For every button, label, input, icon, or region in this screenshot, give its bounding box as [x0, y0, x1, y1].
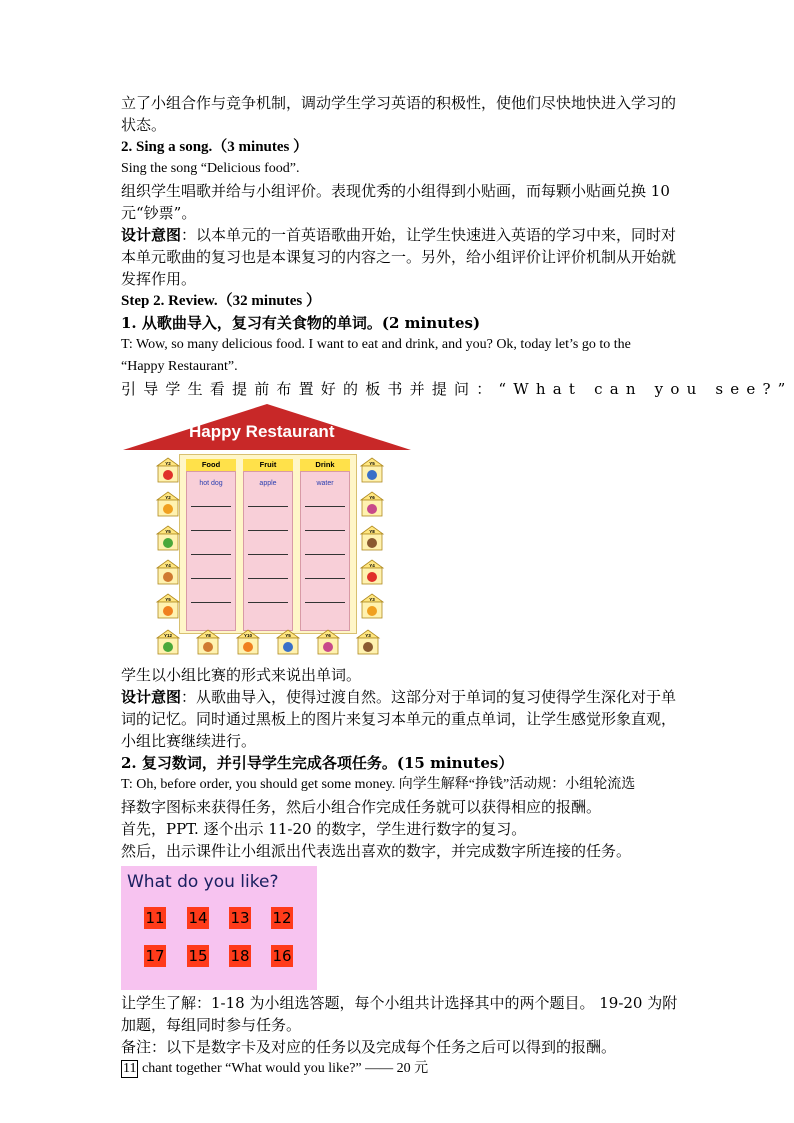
- number-tile: 11: [145, 909, 165, 927]
- column-head: Drink: [300, 459, 350, 471]
- food-card-icon: [197, 630, 219, 654]
- number-tile: 15: [188, 947, 208, 965]
- paragraph: 择数字图标来获得任务，然后小组合作完成任务就可以获得相应的报酬。: [121, 798, 602, 816]
- number-tile: 16: [272, 947, 292, 965]
- subsection-heading: 2. 复习数词，并引导学生完成各项任务。(15 minutes）: [121, 754, 514, 772]
- food-card-icon: [157, 630, 179, 654]
- price-tag: Y8: [205, 633, 211, 638]
- food-card-icon: [157, 458, 179, 482]
- paragraph: 组织学生唱歌并给与小组评价。表现优秀的小组得到小贴画，而每颗小贴画兑换 10: [121, 182, 670, 200]
- food-card-icon: [237, 630, 259, 654]
- task-text: chant together “What would you like?” —— 20 元: [138, 1061, 429, 1076]
- slide-title: What do you like?: [127, 872, 279, 892]
- paragraph: 元“钞票”。: [121, 204, 197, 222]
- column-word: water: [316, 480, 334, 487]
- task-line: [121, 1058, 713, 1080]
- paragraph: 加题，每组同时参与任务。: [121, 1016, 302, 1034]
- paragraph: 学生以小组比赛的形式来说出单词。: [121, 666, 362, 684]
- paragraph: 发挥作用。: [121, 270, 197, 288]
- paragraph: 词的记忆。同时通过黑板上的图片来复习本单元的重点单词，让学生感觉形象直观，: [121, 710, 677, 728]
- price-tag: Y3: [365, 633, 371, 638]
- design-text: ：以本单元的一首英语歌曲开始，让学生快速进入英语的学习中来，同时对: [181, 226, 677, 244]
- subsection-heading: 1. 从歌曲导入，复习有关食物的单词。(2 minutes): [121, 314, 481, 332]
- step-heading: Step 2. Review.（32 minutes ）: [121, 293, 321, 309]
- price-tag: Y10: [243, 633, 253, 638]
- paragraph: 让学生了解：1-18 为小组选答题，每个小组共计选择其中的两个题目。 19-20 为附: [121, 994, 678, 1012]
- food-card-icon: [157, 594, 179, 618]
- price-tag: Y3: [369, 597, 375, 602]
- design-label: 设计意图: [121, 688, 182, 706]
- section-heading: 2. Sing a song.（3 minutes ）: [121, 139, 309, 155]
- number-tile: 18: [230, 947, 250, 965]
- paragraph: 小组比赛继续进行。: [121, 732, 257, 750]
- paragraph: 首先，PPT. 逐个出示 11-20 的数字，学生进行数字的复习。: [121, 820, 527, 838]
- design-intent-2: [121, 686, 713, 708]
- price-tag: Y5: [369, 461, 375, 466]
- number-slide: [121, 866, 317, 990]
- food-card-icon: [157, 560, 179, 584]
- restaurant-title: Happy Restaurant: [189, 422, 335, 441]
- food-card-icon: [157, 492, 179, 516]
- guide-line: 引导学生看提前布置好的板书并提问：“What can you see?”: [121, 380, 793, 398]
- food-card-icon: [157, 526, 179, 550]
- paragraph: 立了小组合作与竞争机制，调动学生学习英语的积极性，使他们尽快地快进入学习的: [121, 94, 677, 112]
- price-tag: Y2: [165, 461, 171, 466]
- paragraph: 本单元歌曲的复习也是本课复习的内容之一。另外，给小组评价让评价机制从开始就: [121, 248, 677, 266]
- food-card-icon: [277, 630, 299, 654]
- column-head: Fruit: [243, 459, 293, 471]
- happy-restaurant-board: [121, 402, 413, 664]
- food-card-icon: [361, 594, 383, 618]
- price-tag: Y8: [369, 529, 375, 534]
- column-word: apple: [259, 480, 277, 487]
- design-text: ：从歌曲导入，使得过渡自然。这部分对于单词的复习使得学生深化对于单: [181, 688, 677, 706]
- price-tag: Y2: [165, 495, 171, 500]
- price-tag: Y6: [369, 495, 375, 500]
- price-tag: Y5: [165, 597, 171, 602]
- document-page: [121, 92, 793, 1080]
- number-tile: 13: [230, 909, 250, 927]
- paragraph: 然后，出示课件让小组派出代表选出喜欢的数字，并完成数字所连接的任务。: [121, 842, 632, 860]
- food-card-icon: [361, 458, 383, 482]
- column-word: hot dog: [199, 480, 223, 487]
- price-tag: Y6: [325, 633, 331, 638]
- food-card-icon: [361, 492, 383, 516]
- price-tag: Y12: [163, 633, 173, 638]
- column-head: Food: [186, 459, 236, 471]
- english-line: T: Wow, so many delicious food. I want to eat and drink, and you? Ok, today let’s go to the: [121, 337, 631, 352]
- task-number-box: 11: [123, 1061, 137, 1076]
- design-intent-1: [121, 224, 713, 246]
- design-label: 设计意图: [121, 226, 182, 244]
- food-card-icon: [361, 526, 383, 550]
- english-line: “Happy Restaurant”.: [121, 359, 238, 374]
- number-tile: 12: [272, 909, 292, 927]
- price-tag: Y5: [285, 633, 291, 638]
- food-picture-cards: [121, 402, 413, 664]
- food-card-icon: [361, 560, 383, 584]
- food-card-icon: [357, 630, 379, 654]
- price-tag: Y4: [165, 563, 171, 568]
- paragraph: 备注：以下是数字卡及对应的任务以及完成每个任务之后可以得到的报酬。: [121, 1038, 617, 1056]
- english-line: T: Oh, before order, you should get some money. 向学生解释“挣钱”活动规：小组轮流选: [121, 777, 636, 792]
- number-tile: 14: [188, 909, 208, 927]
- food-card-icon: [317, 630, 339, 654]
- price-tag: Y4: [369, 563, 375, 568]
- paragraph: 状态。: [121, 116, 167, 134]
- number-tile: 17: [145, 947, 165, 965]
- english-line: Sing the song “Delicious food”.: [121, 161, 300, 176]
- price-tag: Y5: [165, 529, 171, 534]
